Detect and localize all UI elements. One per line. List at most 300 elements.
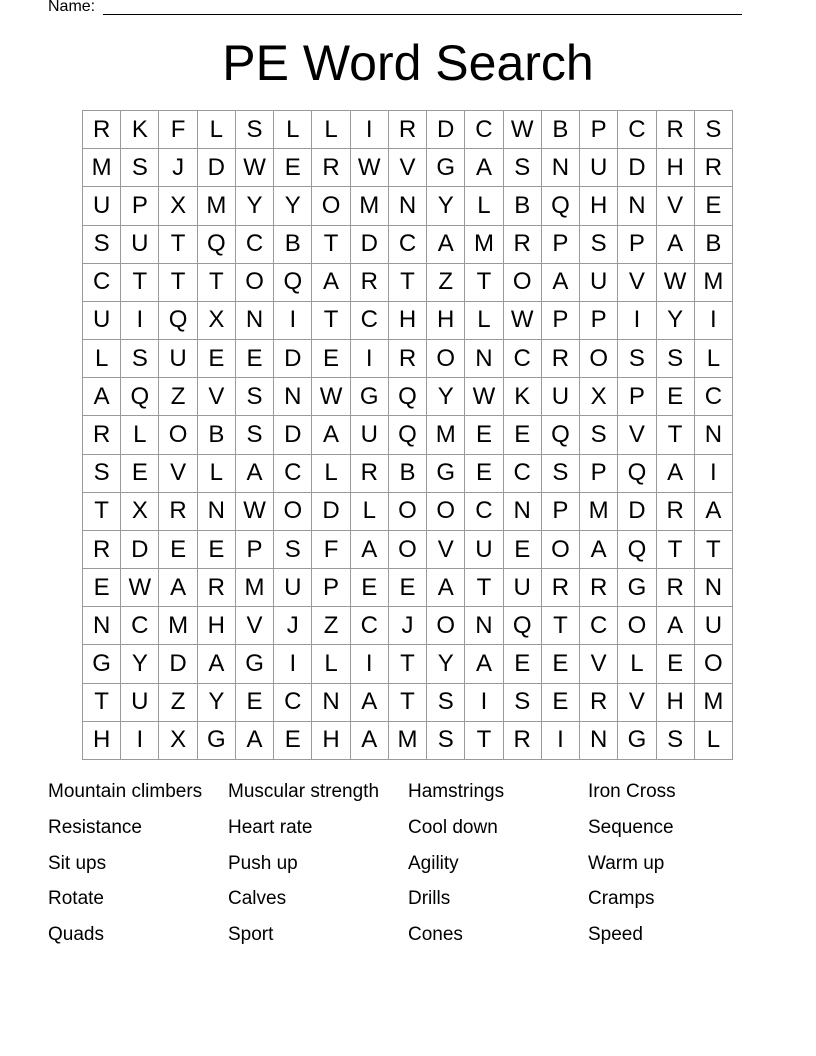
grid-cell: C — [351, 607, 389, 645]
grid-cell: M — [159, 607, 197, 645]
grid-cell: D — [274, 416, 312, 454]
name-label: Name: — [48, 0, 96, 15]
grid-cell: D — [427, 111, 465, 149]
grid-cell: W — [121, 569, 159, 607]
word-list — [48, 778, 768, 957]
grid-cell: A — [83, 378, 121, 416]
grid-cell: A — [657, 455, 695, 493]
grid-cell: S — [83, 455, 121, 493]
word-list-item: Cool down — [408, 816, 498, 838]
grid-cell: E — [236, 684, 274, 722]
grid-cell: R — [83, 111, 121, 149]
grid-cell: R — [580, 684, 618, 722]
grid-cell: G — [236, 645, 274, 683]
grid-cell: R — [542, 340, 580, 378]
grid-cell: A — [465, 149, 503, 187]
grid-cell: I — [121, 722, 159, 760]
grid-cell: X — [121, 493, 159, 531]
grid-cell: O — [618, 607, 656, 645]
grid-cell: N — [465, 340, 503, 378]
grid-cell: S — [427, 722, 465, 760]
grid-cell: Y — [121, 645, 159, 683]
grid-cell: C — [465, 493, 503, 531]
grid-cell: L — [695, 722, 733, 760]
grid-cell: L — [83, 340, 121, 378]
grid-cell: U — [580, 264, 618, 302]
grid-cell: T — [389, 645, 427, 683]
grid-cell: W — [351, 149, 389, 187]
grid-cell: M — [351, 187, 389, 225]
grid-cell: C — [504, 455, 542, 493]
grid-cell: R — [351, 455, 389, 493]
grid-cell: E — [121, 455, 159, 493]
grid-cell: V — [657, 187, 695, 225]
grid-cell: I — [274, 645, 312, 683]
grid-cell: C — [618, 111, 656, 149]
grid-cell: T — [389, 684, 427, 722]
grid-cell: P — [236, 531, 274, 569]
grid-cell: U — [159, 340, 197, 378]
grid-cell: L — [198, 455, 236, 493]
grid-cell: L — [465, 302, 503, 340]
grid-cell: A — [351, 722, 389, 760]
grid-cell: L — [465, 187, 503, 225]
grid-cell: B — [274, 226, 312, 264]
grid-cell: N — [542, 149, 580, 187]
grid-cell: G — [618, 722, 656, 760]
grid-cell: U — [542, 378, 580, 416]
grid-cell: Q — [542, 416, 580, 454]
grid-cell: S — [236, 416, 274, 454]
grid-cell: G — [83, 645, 121, 683]
grid-cell: P — [618, 226, 656, 264]
grid-cell: A — [312, 416, 350, 454]
grid-cell: R — [504, 226, 542, 264]
letter-grid — [82, 110, 733, 760]
grid-cell: L — [198, 111, 236, 149]
grid-cell: X — [198, 302, 236, 340]
grid-cell: P — [618, 378, 656, 416]
grid-cell: Q — [618, 531, 656, 569]
grid-cell: R — [389, 340, 427, 378]
grid-cell: P — [542, 302, 580, 340]
grid-cell: N — [465, 607, 503, 645]
word-list-item: Heart rate — [228, 816, 313, 838]
grid-cell: E — [695, 187, 733, 225]
grid-cell: F — [159, 111, 197, 149]
grid-cell: E — [198, 531, 236, 569]
grid-cell: A — [657, 226, 695, 264]
grid-cell: S — [618, 340, 656, 378]
grid-cell: U — [351, 416, 389, 454]
grid-cell: I — [695, 455, 733, 493]
grid-cell: I — [465, 684, 503, 722]
grid-cell: S — [657, 722, 695, 760]
grid-cell: R — [580, 569, 618, 607]
grid-cell: E — [159, 531, 197, 569]
grid-cell: I — [618, 302, 656, 340]
grid-cell: H — [198, 607, 236, 645]
grid-cell: A — [657, 607, 695, 645]
grid-cell: D — [312, 493, 350, 531]
grid-cell: M — [695, 684, 733, 722]
grid-cell: L — [351, 493, 389, 531]
grid-cell: A — [198, 645, 236, 683]
grid-cell: E — [274, 149, 312, 187]
grid-cell: O — [427, 493, 465, 531]
grid-cell: E — [504, 645, 542, 683]
grid-cell: T — [159, 264, 197, 302]
grid-cell: M — [465, 226, 503, 264]
grid-cell: P — [542, 226, 580, 264]
grid-cell: T — [657, 531, 695, 569]
grid-cell: V — [159, 455, 197, 493]
grid-cell: N — [504, 493, 542, 531]
grid-cell: S — [657, 340, 695, 378]
grid-cell: V — [618, 264, 656, 302]
grid-cell: L — [618, 645, 656, 683]
grid-cell: E — [504, 531, 542, 569]
grid-cell: U — [83, 187, 121, 225]
grid-cell: A — [542, 264, 580, 302]
grid-cell: R — [312, 149, 350, 187]
grid-cell: N — [274, 378, 312, 416]
grid-cell: W — [504, 111, 542, 149]
grid-cell: G — [427, 149, 465, 187]
grid-cell: R — [542, 569, 580, 607]
grid-cell: P — [121, 187, 159, 225]
grid-cell: U — [121, 226, 159, 264]
grid-cell: G — [427, 455, 465, 493]
grid-cell: H — [312, 722, 350, 760]
grid-cell: V — [618, 416, 656, 454]
grid-cell: V — [236, 607, 274, 645]
grid-cell: L — [695, 340, 733, 378]
grid-cell: O — [389, 493, 427, 531]
grid-cell: T — [121, 264, 159, 302]
grid-cell: M — [580, 493, 618, 531]
grid-cell: I — [695, 302, 733, 340]
grid-cell: H — [580, 187, 618, 225]
word-list-item: Agility — [408, 852, 459, 874]
grid-cell: B — [504, 187, 542, 225]
grid-cell: C — [465, 111, 503, 149]
grid-cell: E — [274, 722, 312, 760]
grid-cell: A — [312, 264, 350, 302]
grid-cell: R — [504, 722, 542, 760]
grid-cell: R — [389, 111, 427, 149]
grid-cell: U — [504, 569, 542, 607]
grid-cell: W — [236, 493, 274, 531]
grid-cell: N — [312, 684, 350, 722]
grid-cell: A — [580, 531, 618, 569]
grid-cell: O — [580, 340, 618, 378]
grid-cell: K — [504, 378, 542, 416]
grid-cell: C — [274, 455, 312, 493]
grid-cell: Q — [504, 607, 542, 645]
grid-cell: T — [542, 607, 580, 645]
grid-cell: M — [83, 149, 121, 187]
grid-cell: R — [695, 149, 733, 187]
word-list-item: Muscular strength — [228, 781, 380, 802]
grid-cell: N — [580, 722, 618, 760]
grid-cell: T — [695, 531, 733, 569]
grid-cell: N — [618, 187, 656, 225]
grid-cell: J — [274, 607, 312, 645]
grid-cell: Z — [312, 607, 350, 645]
word-list-item: Resistance — [48, 816, 142, 838]
grid-cell: R — [83, 531, 121, 569]
grid-cell: U — [695, 607, 733, 645]
grid-cell: F — [312, 531, 350, 569]
grid-cell: R — [657, 111, 695, 149]
grid-cell: E — [465, 455, 503, 493]
grid-cell: N — [389, 187, 427, 225]
word-list-item: Sit ups — [48, 852, 107, 874]
grid-cell: I — [351, 111, 389, 149]
grid-cell: Y — [236, 187, 274, 225]
grid-cell: S — [121, 149, 159, 187]
word-list-item: Quads — [48, 924, 104, 945]
grid-cell: X — [159, 187, 197, 225]
grid-cell: Y — [274, 187, 312, 225]
grid-cell: Q — [389, 416, 427, 454]
grid-cell: H — [657, 684, 695, 722]
grid-cell: L — [312, 111, 350, 149]
grid-cell: C — [236, 226, 274, 264]
grid-cell: Q — [198, 226, 236, 264]
grid-cell: R — [657, 493, 695, 531]
grid-cell: J — [389, 607, 427, 645]
grid-cell: S — [504, 684, 542, 722]
grid-cell: C — [274, 684, 312, 722]
grid-cell: T — [83, 493, 121, 531]
grid-cell: M — [198, 187, 236, 225]
grid-cell: E — [542, 684, 580, 722]
grid-cell: Z — [427, 264, 465, 302]
grid-cell: P — [580, 455, 618, 493]
grid-cell: Q — [389, 378, 427, 416]
grid-cell: M — [427, 416, 465, 454]
grid-cell: D — [351, 226, 389, 264]
name-underline — [103, 14, 742, 15]
grid-cell: Q — [542, 187, 580, 225]
grid-cell: N — [83, 607, 121, 645]
grid-cell: S — [236, 378, 274, 416]
grid-cell: M — [389, 722, 427, 760]
grid-cell: E — [389, 569, 427, 607]
grid-cell: Z — [159, 684, 197, 722]
grid-cell: Q — [274, 264, 312, 302]
grid-cell: G — [618, 569, 656, 607]
grid-cell: Y — [657, 302, 695, 340]
grid-cell: O — [427, 607, 465, 645]
grid-cell: D — [121, 531, 159, 569]
grid-cell: E — [465, 416, 503, 454]
grid-cell: H — [389, 302, 427, 340]
grid-cell: P — [580, 111, 618, 149]
word-list-item: Mountain climbers — [48, 781, 203, 802]
grid-cell: A — [427, 226, 465, 264]
grid-cell: E — [236, 340, 274, 378]
grid-cell: E — [657, 645, 695, 683]
grid-cell: R — [657, 569, 695, 607]
grid-cell: S — [695, 111, 733, 149]
grid-cell: O — [274, 493, 312, 531]
grid-cell: E — [504, 416, 542, 454]
grid-cell: C — [83, 264, 121, 302]
grid-cell: L — [274, 111, 312, 149]
grid-cell: G — [198, 722, 236, 760]
grid-cell: A — [465, 645, 503, 683]
grid-cell: O — [236, 264, 274, 302]
grid-cell: Y — [198, 684, 236, 722]
grid-cell: H — [427, 302, 465, 340]
grid-cell: H — [657, 149, 695, 187]
grid-cell: C — [695, 378, 733, 416]
grid-cell: R — [351, 264, 389, 302]
grid-cell: U — [465, 531, 503, 569]
grid-cell: M — [236, 569, 274, 607]
word-list-item: Sport — [228, 924, 274, 945]
word-list-item: Push up — [228, 852, 298, 874]
grid-cell: A — [236, 455, 274, 493]
grid-cell: D — [274, 340, 312, 378]
grid-cell: D — [618, 149, 656, 187]
grid-cell: J — [159, 149, 197, 187]
grid-cell: D — [159, 645, 197, 683]
grid-cell: E — [657, 378, 695, 416]
grid-cell: Y — [427, 645, 465, 683]
grid-cell: N — [695, 416, 733, 454]
grid-cell: C — [389, 226, 427, 264]
grid-cell: D — [198, 149, 236, 187]
grid-cell: C — [580, 607, 618, 645]
grid-cell: R — [159, 493, 197, 531]
grid-cell: U — [274, 569, 312, 607]
grid-cell: L — [121, 416, 159, 454]
grid-cell: R — [83, 416, 121, 454]
grid-cell: W — [312, 378, 350, 416]
grid-cell: I — [351, 340, 389, 378]
grid-cell: N — [695, 569, 733, 607]
word-list-item: Calves — [228, 888, 287, 910]
name-field[interactable] — [48, 0, 742, 18]
grid-cell: S — [580, 226, 618, 264]
grid-cell: T — [465, 722, 503, 760]
grid-cell: A — [427, 569, 465, 607]
grid-cell: E — [351, 569, 389, 607]
grid-cell: S — [542, 455, 580, 493]
grid-cell: A — [695, 493, 733, 531]
grid-cell: L — [312, 455, 350, 493]
word-list-item: Warm up — [588, 852, 665, 874]
grid-cell: S — [427, 684, 465, 722]
grid-cell: X — [580, 378, 618, 416]
grid-cell: S — [274, 531, 312, 569]
grid-cell: I — [542, 722, 580, 760]
word-list-item: Drills — [408, 888, 451, 910]
grid-cell: S — [236, 111, 274, 149]
word-list-item: Hamstrings — [408, 781, 505, 802]
grid-cell: H — [83, 722, 121, 760]
grid-cell: A — [236, 722, 274, 760]
grid-cell: T — [657, 416, 695, 454]
grid-cell: O — [504, 264, 542, 302]
grid-cell: A — [351, 531, 389, 569]
word-list-item: Cramps — [588, 888, 655, 910]
page-title: PE Word Search — [222, 35, 594, 91]
grid-cell: P — [580, 302, 618, 340]
grid-cell: C — [121, 607, 159, 645]
grid-cell: E — [83, 569, 121, 607]
grid-cell: S — [580, 416, 618, 454]
grid-cell: I — [121, 302, 159, 340]
grid-cell: G — [351, 378, 389, 416]
grid-cell: B — [695, 226, 733, 264]
grid-cell: T — [389, 264, 427, 302]
grid-cell: B — [542, 111, 580, 149]
grid-cell: V — [580, 645, 618, 683]
grid-cell: B — [389, 455, 427, 493]
word-list-item: Cones — [408, 924, 463, 945]
grid-cell: K — [121, 111, 159, 149]
grid-cell: M — [695, 264, 733, 302]
grid-cell: Q — [121, 378, 159, 416]
grid-cell: Y — [427, 378, 465, 416]
grid-cell: D — [618, 493, 656, 531]
grid-cell: V — [427, 531, 465, 569]
word-list-item: Speed — [588, 924, 643, 945]
grid-cell: T — [465, 264, 503, 302]
grid-cell: L — [312, 645, 350, 683]
grid-cell: P — [542, 493, 580, 531]
grid-cell: P — [312, 569, 350, 607]
grid-cell: E — [312, 340, 350, 378]
grid-cell: I — [351, 645, 389, 683]
grid-cell: U — [83, 302, 121, 340]
grid-cell: Q — [159, 302, 197, 340]
grid-cell: V — [198, 378, 236, 416]
word-list-item: Rotate — [48, 888, 104, 910]
grid-cell: V — [389, 149, 427, 187]
grid-cell: Y — [427, 187, 465, 225]
grid-cell: N — [236, 302, 274, 340]
grid-cell: R — [198, 569, 236, 607]
grid-cell: U — [121, 684, 159, 722]
grid-cell: E — [542, 645, 580, 683]
grid-cell: W — [236, 149, 274, 187]
grid-cell: O — [312, 187, 350, 225]
word-list-item: Sequence — [588, 816, 674, 838]
grid-cell: U — [580, 149, 618, 187]
grid-cell: T — [312, 302, 350, 340]
grid-cell: S — [121, 340, 159, 378]
grid-cell: I — [274, 302, 312, 340]
grid-cell: C — [351, 302, 389, 340]
grid-cell: O — [389, 531, 427, 569]
grid-cell: E — [198, 340, 236, 378]
grid-cell: Q — [618, 455, 656, 493]
grid-cell: T — [83, 684, 121, 722]
grid-cell: O — [159, 416, 197, 454]
grid-cell: W — [504, 302, 542, 340]
grid-cell: O — [542, 531, 580, 569]
grid-cell: T — [198, 264, 236, 302]
word-list-item: Iron Cross — [588, 781, 676, 802]
grid-cell: T — [312, 226, 350, 264]
grid-cell: V — [618, 684, 656, 722]
